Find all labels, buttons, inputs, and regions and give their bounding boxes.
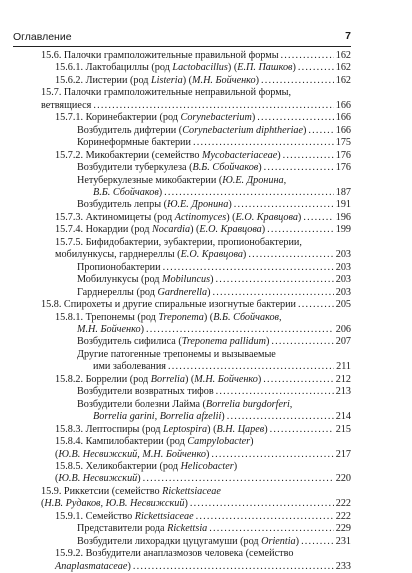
toc-entry-title: [77, 125, 306, 137]
toc-page-number: 162: [335, 50, 351, 61]
toc-entry: [13, 336, 351, 348]
dot-leader: [248, 249, 333, 261]
toc-page-number: 176: [335, 149, 351, 161]
text-segment: ): [205, 448, 210, 460]
italic-text: Corynebacterium: [180, 112, 252, 124]
toc-line: [13, 262, 351, 274]
toc-line: [13, 498, 351, 510]
toc-line: [13, 187, 351, 199]
italic-text: Nocardia: [151, 224, 191, 236]
toc-line: [13, 199, 351, 211]
text-segment: ): [258, 162, 262, 174]
text-segment: мобилункусы, гарднереллы (: [55, 249, 181, 261]
dot-leader: [133, 561, 334, 573]
text-segment: 15.9. Риккетсии (семейство: [41, 485, 163, 497]
toc-entry-title: [55, 237, 302, 249]
toc-entry: [13, 137, 351, 149]
dot-leader: [267, 224, 334, 236]
toc-line: [13, 125, 351, 137]
text-segment: ): [210, 274, 214, 286]
header-title: Оглавление: [13, 31, 72, 43]
toc-line: [13, 112, 351, 124]
text-segment: 15.8.5. Хеликобактерии (род: [55, 460, 181, 472]
toc-entry-title: [77, 287, 210, 299]
text-segment: Возбудители лихорадки цуцугамуши (род: [77, 535, 262, 547]
toc-line: [13, 399, 351, 411]
italic-text: Mobiluncus: [162, 274, 211, 286]
toc-entry: [13, 461, 351, 486]
dot-leader: [163, 262, 334, 274]
dot-leader: [264, 162, 334, 174]
toc-entry-title: [77, 336, 269, 348]
text-segment: (: [55, 448, 59, 460]
toc-entry: [13, 436, 351, 461]
italic-text: Helicobacter: [180, 460, 234, 472]
toc-page-number: 203: [335, 274, 351, 286]
toc-line: [13, 536, 351, 548]
italic-text: Corynebacterium diphtheriae: [182, 124, 304, 136]
italic-text: Orientia: [261, 535, 296, 547]
dot-leader: [164, 187, 334, 199]
text-segment: ): [233, 460, 238, 472]
text-segment: ) (: [182, 74, 193, 86]
text-segment: ): [140, 323, 144, 335]
italic-text: Borrelia: [150, 373, 185, 385]
text-segment: ): [184, 498, 188, 510]
toc-page-number: 220: [335, 473, 351, 485]
toc-line: [13, 150, 351, 162]
toc-entry-title: [55, 150, 281, 162]
italic-text: В.Б. Сбойчаков,: [213, 311, 282, 323]
text-segment: ): [221, 411, 225, 423]
text-segment: 15.7. Палочки грамположительные неправильной формы,: [41, 87, 292, 99]
text-segment: 15.8.4. Кампилобактерии (род: [55, 436, 188, 448]
italic-text: Rickettsiaceae: [162, 485, 221, 497]
toc-line: [13, 324, 351, 336]
toc-entry: [13, 112, 351, 124]
text-segment: 15.7.5. Бифидобактерии, эубактерии, пропионобактерии,: [55, 236, 302, 248]
italic-text: Е.О. Кравцова: [199, 224, 262, 236]
toc-page-number: 199: [335, 224, 351, 236]
toc-line: [13, 411, 351, 423]
toc-entry: [13, 424, 351, 436]
toc-line: [13, 224, 351, 236]
toc-entry-title: [41, 486, 221, 498]
text-segment: 15.9.1. Семейство: [55, 510, 135, 522]
text-segment: Нетуберкулезные микобактерии (: [77, 174, 223, 186]
dot-leader: [298, 299, 334, 311]
toc-entry: [13, 548, 351, 573]
toc-entry: [13, 199, 351, 211]
text-segment: 15.8.1. Трепонемы (род: [55, 311, 159, 323]
toc-page-number: 213: [335, 386, 351, 398]
toc-entry: [13, 486, 351, 511]
text-segment: Возбудитель лепры (: [77, 199, 167, 211]
toc-page-number: 212: [335, 373, 351, 385]
toc-entry: [13, 374, 351, 386]
italic-text: М.Н. Бойченко: [192, 74, 256, 86]
dot-leader: [234, 199, 334, 211]
dot-leader: [216, 386, 334, 398]
dot-leader: [261, 75, 334, 87]
italic-text: Ю.Е. Дронина: [166, 199, 229, 211]
text-segment: 15.6.1. Лактобациллы (род: [55, 62, 173, 74]
toc-entry-title: [77, 162, 262, 174]
toc-line: [13, 212, 351, 224]
toc-line: [13, 312, 351, 324]
toc-line: [13, 274, 351, 286]
text-segment: ): [277, 149, 281, 161]
toc-line: [13, 249, 351, 261]
text-segment: ): [303, 124, 307, 136]
italic-text: М.Н. Бойченко: [77, 323, 141, 335]
toc-line: [13, 336, 351, 348]
toc-line: [13, 561, 351, 573]
dot-leader: [263, 374, 333, 386]
toc-line: [13, 137, 351, 149]
toc-line: [13, 162, 351, 174]
toc-page-number: 166: [335, 124, 351, 136]
toc-entry-title: [41, 50, 279, 62]
italic-text: Ю.В. Несвижский: [58, 473, 138, 485]
toc-page-number: 203: [335, 249, 351, 261]
text-segment: 15.7.1. Коринебактерии (род: [55, 112, 181, 124]
toc-page-number: 166: [335, 99, 351, 111]
italic-text: В.Н. Царев: [216, 423, 265, 435]
dot-leader: [301, 536, 334, 548]
toc-entry: [13, 175, 351, 200]
toc-entry: [13, 150, 351, 162]
toc-line: [13, 523, 351, 535]
toc-page-number: 217: [335, 448, 351, 460]
italic-text: Е.П. Пашков: [237, 62, 293, 74]
dot-leader: [193, 137, 334, 149]
text-segment: (: [41, 498, 45, 510]
text-segment: ): [137, 473, 141, 485]
header-rule: [13, 46, 351, 47]
italic-text: Anaplasmataceae: [55, 560, 128, 572]
text-segment: Возбудители болезни Лайма (: [77, 398, 206, 410]
italic-text: Borrelia garini, Borrelia afzelii: [93, 411, 222, 423]
text-segment: 15.7.3. Актиномицеты (род: [55, 211, 175, 223]
dot-leader: [93, 100, 333, 112]
text-segment: Возбудители возвратных тифов: [77, 386, 214, 398]
toc-entry-title: [77, 137, 191, 149]
table-of-contents: [13, 50, 351, 573]
text-segment: 15.8.2. Боррелии (род: [55, 373, 151, 385]
italic-text: Leptospira: [162, 423, 208, 435]
toc-entry-title: [55, 75, 259, 87]
text-segment: 15.6. Палочки грамположительные правильной формы: [41, 50, 279, 61]
text-segment: ): [264, 423, 268, 435]
dot-leader: [196, 511, 334, 523]
text-segment: ) (: [207, 423, 217, 435]
toc-entry-title: [55, 449, 209, 461]
toc-entry: [13, 349, 351, 374]
toc-entry: [13, 274, 351, 286]
italic-text: Ю.В. Несвижский, М.Н. Бойченко: [58, 448, 206, 460]
dot-leader: [303, 212, 333, 224]
toc-entry-title: [93, 411, 225, 423]
text-segment: Гарднереллы (род: [77, 286, 158, 298]
toc-line: [13, 87, 351, 99]
toc-line: [13, 374, 351, 386]
toc-entry-title: [55, 561, 131, 573]
toc-entry-title: [55, 511, 194, 523]
toc-entry-title: [77, 386, 214, 398]
toc-page-number: 229: [335, 523, 351, 535]
toc-line: [13, 511, 351, 523]
toc-line: [13, 424, 351, 436]
text-segment: ): [242, 249, 247, 261]
toc-page-number: 191: [335, 199, 351, 211]
toc-page-number: 215: [335, 423, 351, 435]
dot-leader: [146, 324, 334, 336]
toc-entry: [13, 523, 351, 535]
toc-entry: [13, 299, 351, 311]
italic-text: Lactobacillus: [172, 62, 228, 74]
text-segment: ими заболевания: [93, 361, 166, 373]
toc-entry: [13, 87, 351, 112]
toc-line: [13, 175, 351, 187]
toc-entry-title: [77, 523, 207, 535]
toc-page-number: 196: [335, 211, 351, 223]
text-segment: ): [292, 62, 296, 74]
text-segment: 15.7.2. Микобактерии (семейство: [55, 149, 202, 161]
text-segment: Другие патогенные трепонемы и вызываемые: [77, 348, 276, 360]
toc-line: [13, 287, 351, 299]
toc-entry-title: [55, 112, 255, 124]
dot-leader: [212, 287, 333, 299]
toc-entry: [13, 536, 351, 548]
toc-entry: [13, 125, 351, 137]
text-segment: (: [55, 473, 59, 485]
toc-line: [13, 473, 351, 485]
toc-entry: [13, 511, 351, 523]
dot-leader: [281, 50, 334, 62]
italic-text: Actinomyces: [174, 211, 227, 223]
toc-line: [13, 449, 351, 461]
toc-page-number: 207: [335, 336, 351, 348]
text-segment: ): [158, 186, 163, 198]
toc-entry-title: [55, 461, 237, 473]
toc-entry-title: [55, 249, 246, 261]
toc-entry: [13, 399, 351, 424]
italic-text: В.Б. Сбойчаков: [192, 162, 259, 174]
text-segment: ): [207, 286, 211, 298]
toc-line: [13, 100, 351, 112]
text-segment: ): [228, 199, 232, 211]
toc-page-number: 203: [335, 261, 351, 273]
italic-text: Campylobacter: [187, 436, 251, 448]
toc-entry-title: [41, 100, 91, 112]
italic-text: Ю.Е. Дронина,: [222, 174, 287, 186]
italic-text: Rickettsia: [167, 523, 208, 535]
text-segment: Коринеформные бактерии: [77, 137, 191, 149]
toc-entry-title: [77, 262, 161, 274]
text-segment: 15.9.2. Возбудители анаплазмозов человека (семейство: [55, 548, 294, 560]
text-segment: ): [251, 112, 256, 124]
toc-line: [13, 486, 351, 498]
toc-page-number: 233: [335, 560, 351, 572]
text-segment: ) (: [203, 311, 214, 323]
toc-line: [13, 349, 351, 361]
toc-entry: [13, 50, 351, 62]
italic-text: М.Н. Бойченко: [194, 373, 258, 385]
toc-entry-title: [41, 498, 188, 510]
toc-page-number: 205: [335, 299, 351, 311]
toc-entry-title: [77, 199, 232, 211]
page-number: 7: [345, 30, 351, 42]
toc-entry-title: [55, 224, 265, 236]
toc-entry-title: [55, 436, 254, 448]
dot-leader: [211, 449, 333, 461]
toc-entry-title: [77, 274, 214, 286]
text-segment: ): [297, 211, 302, 223]
toc-entry-title: [77, 536, 299, 548]
toc-page-number: 162: [335, 74, 351, 86]
toc-entry-title: [93, 361, 166, 373]
toc-entry-title: [41, 87, 291, 99]
toc-entry: [13, 224, 351, 236]
toc-entry-title: [93, 187, 162, 199]
toc-page-number: 222: [335, 498, 351, 510]
text-segment: ) (: [227, 62, 238, 74]
toc-entry-title: [77, 175, 286, 187]
dot-leader: [257, 112, 333, 124]
italic-text: Gardnerella: [157, 286, 208, 298]
dot-leader: [190, 498, 334, 510]
toc-entry-title: [77, 349, 276, 361]
text-segment: Пропионобактерии: [77, 261, 161, 273]
dot-leader: [271, 336, 333, 348]
toc-entry-title: [77, 324, 144, 336]
italic-text: Rickettsiaceae: [134, 510, 194, 522]
toc-entry-title: [55, 62, 296, 74]
toc-entry-title: [55, 473, 141, 485]
toc-page-number: 162: [335, 62, 351, 74]
italic-text: Treponema: [158, 311, 204, 323]
toc-entry-title: [55, 424, 268, 436]
italic-text: В.Б. Сбойчаков: [93, 186, 159, 198]
toc-line: [13, 461, 351, 473]
text-segment: ): [265, 336, 270, 348]
toc-entry: [13, 62, 351, 74]
dot-leader: [168, 361, 334, 373]
dot-leader: [283, 150, 334, 162]
toc-page-number: 166: [335, 112, 351, 124]
toc-page-number: 231: [335, 535, 351, 547]
running-header: [13, 29, 351, 45]
toc-entry-title: [55, 312, 282, 324]
dot-leader: [298, 62, 334, 74]
toc-entry: [13, 386, 351, 398]
toc-entry-title: [41, 299, 296, 311]
text-segment: Возбудитель дифтерии (: [77, 124, 183, 136]
toc-line: [13, 237, 351, 249]
toc-entry: [13, 162, 351, 174]
text-segment: ): [261, 224, 266, 236]
toc-page-number: 187: [335, 186, 351, 198]
text-segment: ) (: [184, 373, 195, 385]
toc-line: [13, 361, 351, 373]
text-segment: ) (: [190, 224, 200, 236]
toc-line: [13, 386, 351, 398]
toc-page-number: 206: [335, 323, 351, 335]
toc-entry: [13, 237, 351, 262]
toc-entry: [13, 287, 351, 299]
text-segment: ): [127, 560, 131, 572]
dot-leader: [216, 274, 334, 286]
dot-leader: [227, 411, 334, 423]
dot-leader: [308, 125, 333, 137]
toc-page-number: 175: [335, 137, 351, 149]
toc-page-number: 222: [335, 510, 351, 522]
toc-entry: [13, 75, 351, 87]
dot-leader: [143, 473, 334, 485]
text-segment: Возбудитель сифилиса (: [77, 336, 182, 348]
toc-line: [13, 299, 351, 311]
italic-text: Mycobacteriaceae: [201, 149, 278, 161]
text-segment: 15.8.3. Лептоспиры (род: [55, 423, 163, 435]
text-segment: ): [295, 535, 300, 547]
text-segment: Возбудители туберкулеза (: [77, 162, 193, 174]
toc-page-number: 211: [336, 361, 351, 373]
toc-entry: [13, 312, 351, 337]
text-segment: 15.6.2. Листерии (род: [55, 74, 151, 86]
toc-entry-title: [55, 212, 301, 224]
text-segment: ветвящиеся: [41, 99, 92, 111]
italic-text: Е.О. Кравцова: [180, 249, 243, 261]
toc-line: [13, 75, 351, 87]
italic-text: Е.О. Кравцова: [235, 211, 298, 223]
italic-text: Treponema pallidum: [181, 336, 266, 348]
italic-text: Н.В. Рудаков, Ю.В. Несвижский: [44, 498, 185, 510]
text-segment: ): [255, 74, 260, 86]
text-segment: 15.8. Спирохеты и другие спиральные изогнутые бактерии: [41, 299, 297, 311]
toc-entry: [13, 262, 351, 274]
toc-line: [13, 62, 351, 74]
toc-line: [13, 436, 351, 448]
text-segment: ): [257, 373, 262, 385]
italic-text: Borrelia burgdorferi,: [205, 398, 293, 410]
text-segment: ): [250, 436, 254, 448]
text-segment: 15.7.4. Нокардии (род: [55, 224, 152, 236]
italic-text: Listeria: [150, 74, 183, 86]
toc-line: [13, 50, 351, 62]
toc-page-number: 214: [335, 411, 351, 423]
text-segment: Мобилункусы (род: [77, 274, 162, 286]
toc-entry-title: [55, 374, 261, 386]
text-segment: Представители рода: [77, 523, 168, 535]
dot-leader: [270, 424, 334, 436]
toc-entry-title: [77, 399, 292, 411]
toc-page-number: 203: [335, 286, 351, 298]
toc-page-number: 176: [335, 162, 351, 174]
text-segment: ) (: [226, 211, 236, 223]
toc-entry: [13, 212, 351, 224]
dot-leader: [209, 523, 333, 535]
